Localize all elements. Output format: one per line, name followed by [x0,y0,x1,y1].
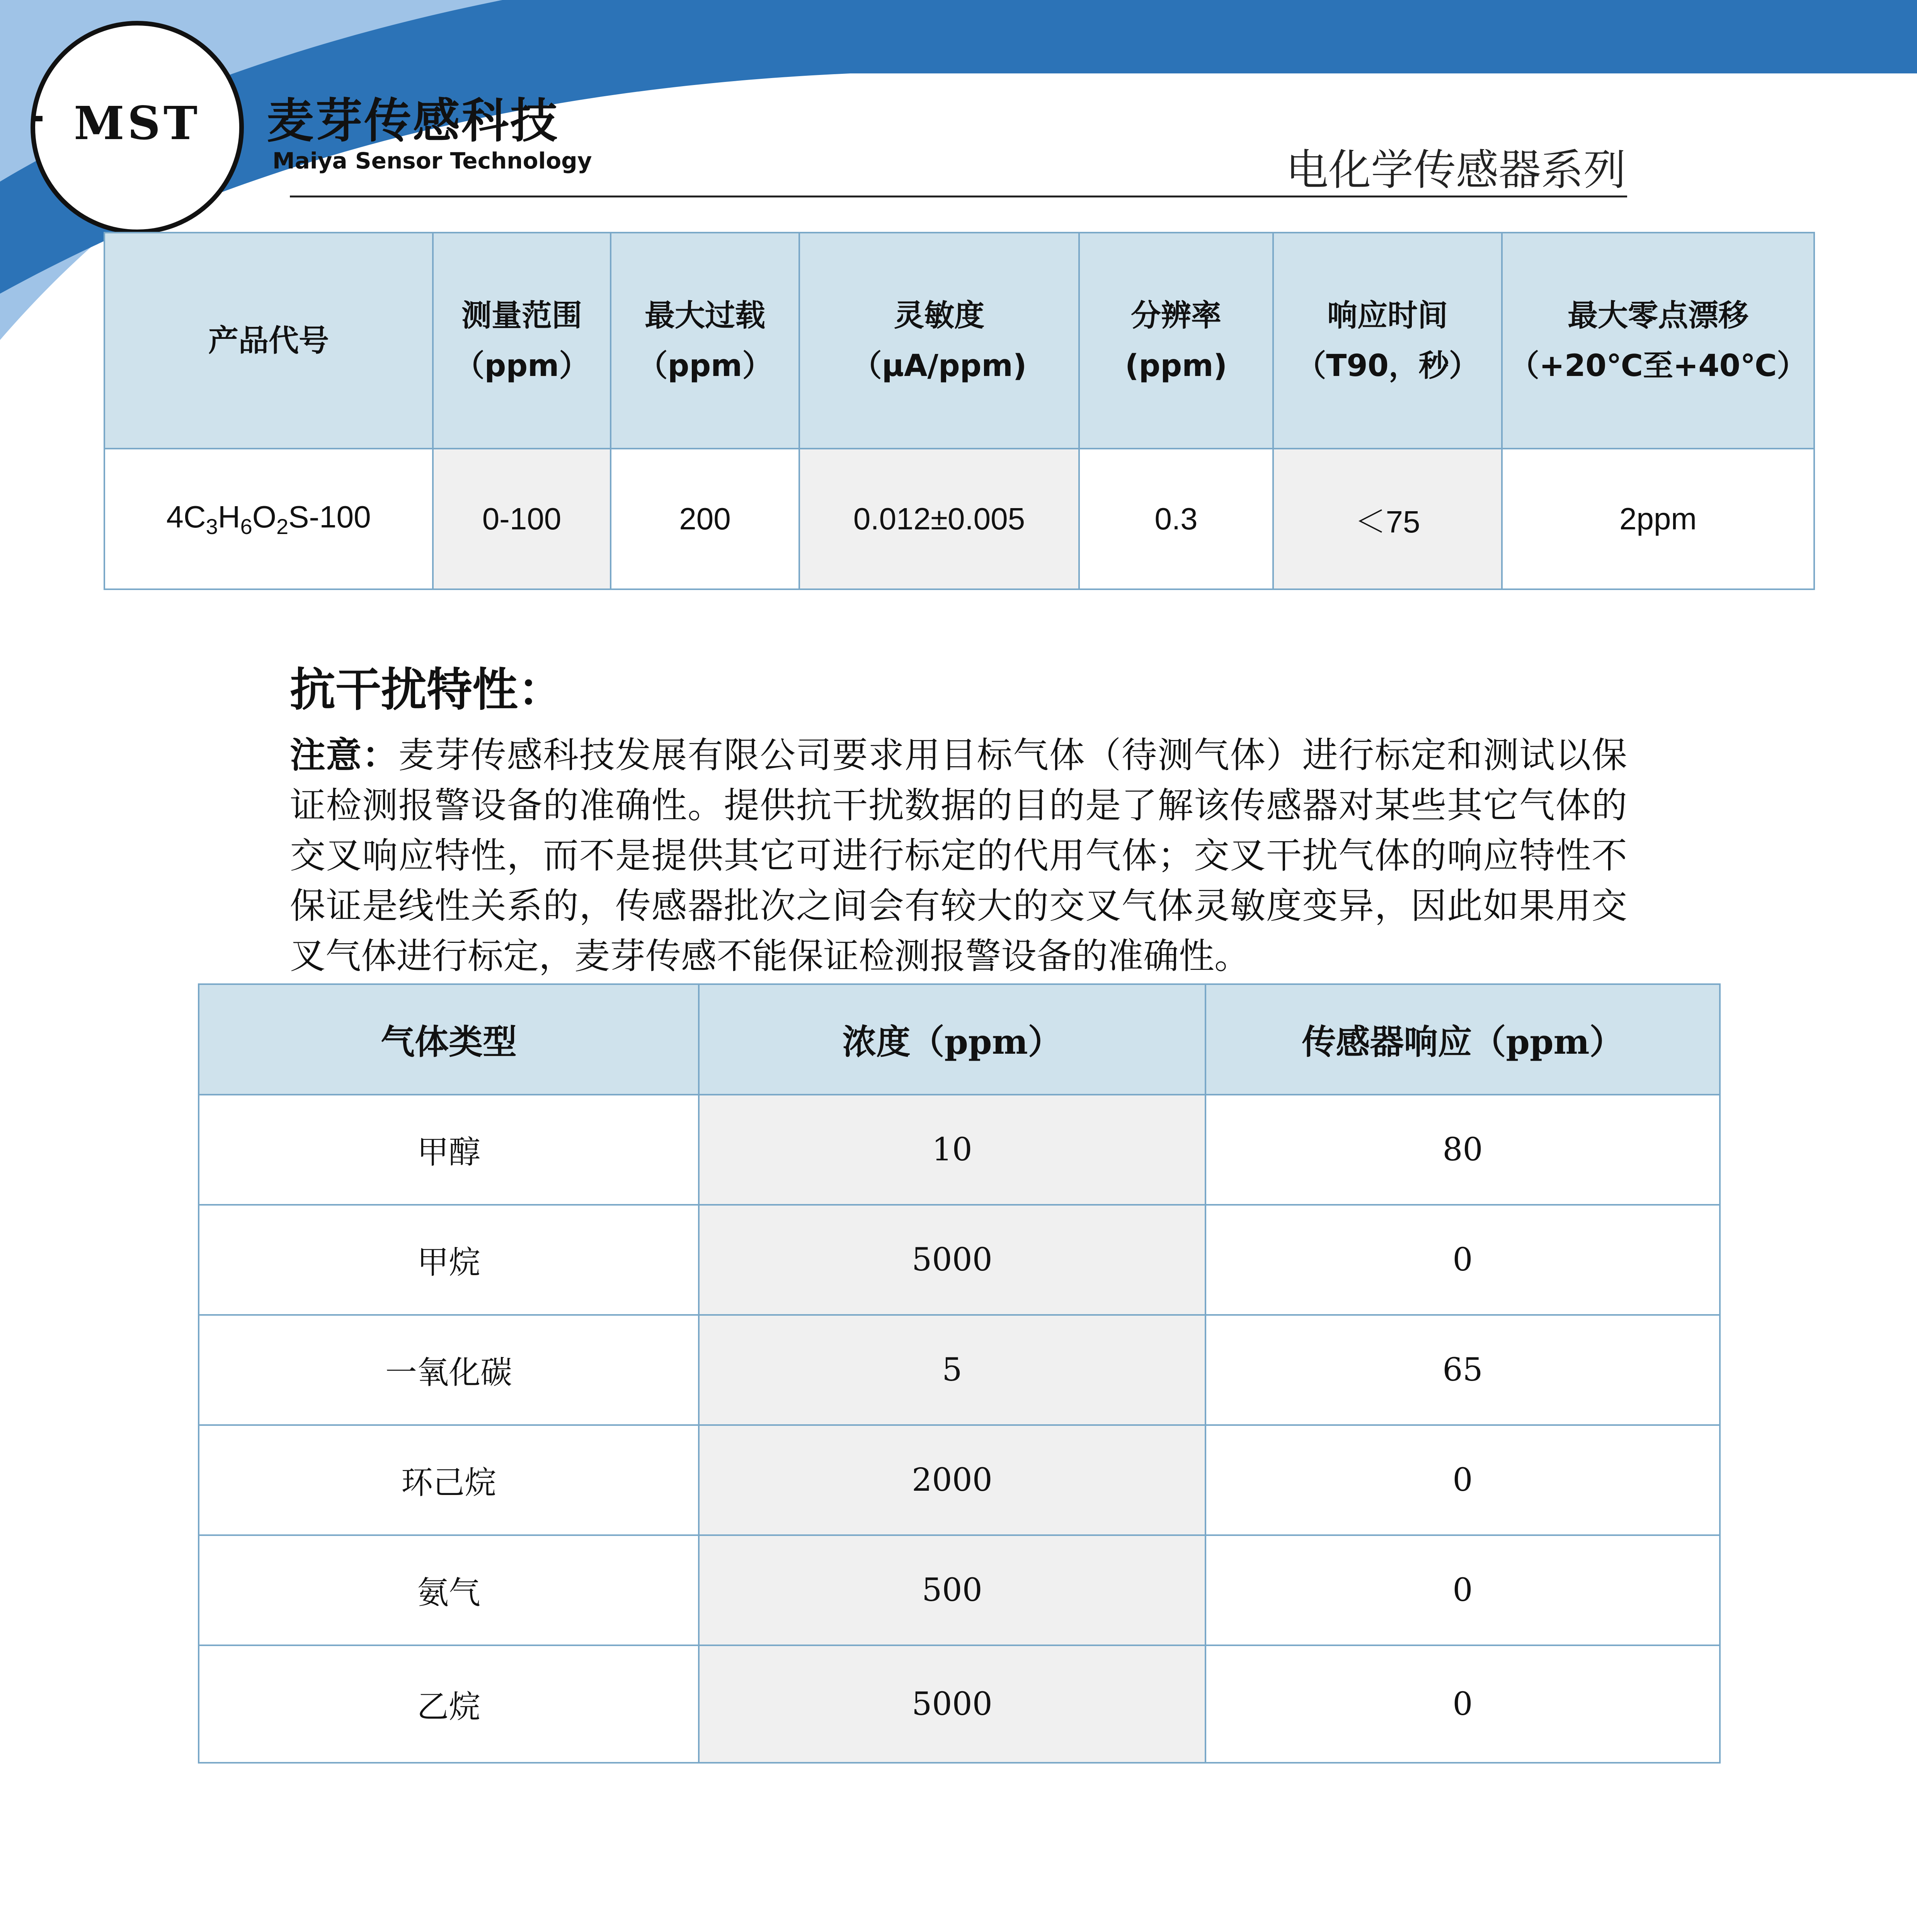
gas-response: 0 [1205,1425,1720,1535]
spec-header-sensitivity: 灵敏度 （μA/ppm) [799,233,1079,449]
spec-header-code: 产品代号 [104,233,433,449]
gas-type: 氨气 [199,1535,699,1645]
spec-header-range: 测量范围 （ppm） [433,233,611,449]
gas-table [198,983,1721,1764]
spec-sensitivity: 0.012±0.005 [799,449,1079,589]
spec-response: ＜75 [1273,449,1502,589]
logo-mark: MST [74,96,201,150]
series-title: 电化学传感器系列 [1286,145,1626,195]
spec-header-response: 响应时间 （T90，秒） [1273,233,1502,449]
gas-type: 环己烷 [199,1425,699,1535]
spec-range: 0-100 [433,449,611,589]
gas-response: 65 [1205,1315,1720,1425]
interference-note [290,730,1627,981]
gas-type: 甲烷 [199,1205,699,1315]
gas-response: 0 [1205,1205,1720,1315]
spec-header-drift: 最大零点漂移 （+20℃至+40℃） [1502,233,1814,449]
gas-concentration: 500 [699,1535,1205,1645]
gas-concentration: 5 [699,1315,1205,1425]
header-rule [290,196,1627,197]
brand-name-en: Maiya Sensor Technology [272,148,592,174]
gas-concentration: 10 [699,1095,1205,1205]
spec-table [104,232,1815,590]
gas-response: 80 [1205,1095,1720,1205]
gas-type: 乙烷 [199,1645,699,1763]
spec-header-resolution: 分辨率 (ppm) [1079,233,1273,449]
table-row [199,1645,1720,1763]
gas-concentration: 2000 [699,1425,1205,1535]
gas-concentration: 5000 [699,1205,1205,1315]
spec-code: $4C_3H_6O_2S-100$ [104,449,433,589]
gas-response: 0 [1205,1645,1720,1763]
spec-data-row [104,449,1814,589]
gas-type: 甲醇 [199,1095,699,1205]
spec-header-overload: 最大过载 （ppm） [611,233,799,449]
note-text: 麦芽传感科技发展有限公司要求用目标气体（待测气体）进行标定和测试以保证检测报警设备的准确性。提供抗干扰数据的目的是了解该传感器对某些其它气体的交叉响应特性，而不是提供其它可进行标定的代用气体；交叉干扰气体的响应特性不保证是线性关系的，传感器批次之间会有较大的交叉气体灵敏度变异，因此如果用交叉气体进行标定，麦芽传感不能保证检测报警设备的准确性。 [290,735,1627,977]
note-label: 注意： [290,735,398,776]
table-row [199,1205,1720,1315]
gas-header-type: 气体类型 [199,984,699,1095]
table-row [199,1315,1720,1425]
gas-header-row [199,984,1720,1095]
spec-header-row [104,233,1814,449]
spec-resolution: 0.3 [1079,449,1273,589]
logo-rule-left [35,116,43,121]
gas-header-concentration: 浓度（ppm） [699,984,1205,1095]
spec-drift: 2ppm [1502,449,1814,589]
table-row [199,1095,1720,1205]
brand-name-cn: 麦芽传感科技 [267,94,559,148]
table-row [199,1535,1720,1645]
gas-type: 一氧化碳 [199,1315,699,1425]
gas-concentration: 5000 [699,1645,1205,1763]
gas-response: 0 [1205,1535,1720,1645]
gas-header-response: 传感器响应（ppm） [1205,984,1720,1095]
spec-overload: 200 [611,449,799,589]
table-row [199,1425,1720,1535]
section-heading: 抗干扰特性： [290,663,564,716]
